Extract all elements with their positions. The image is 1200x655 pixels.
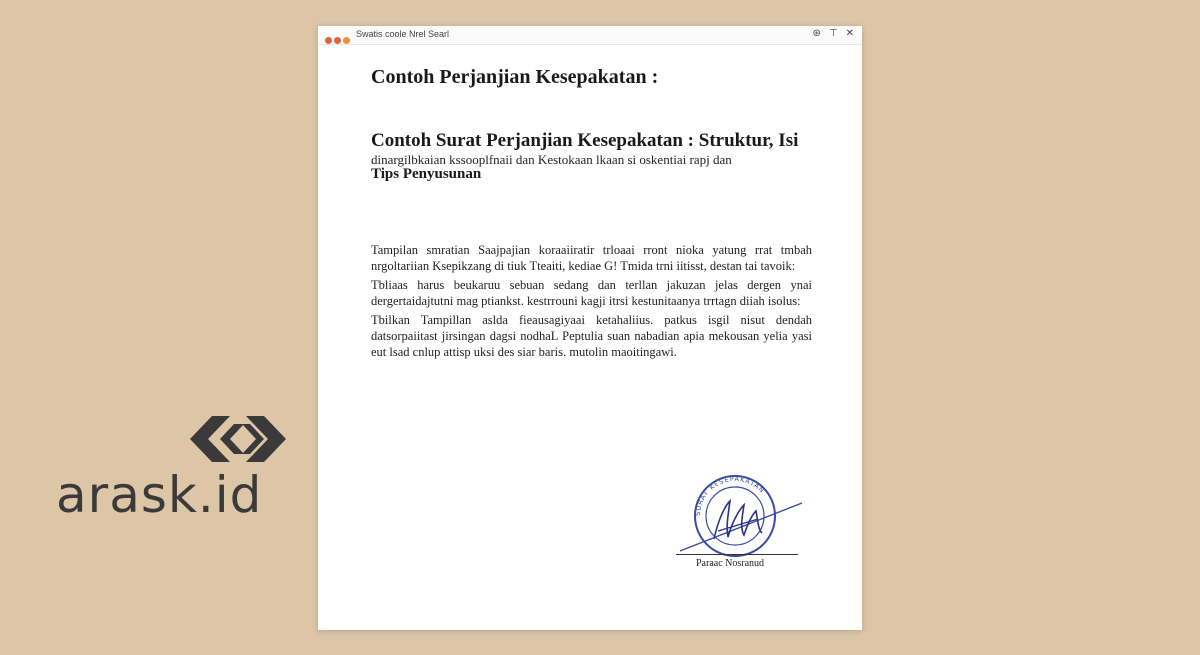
document-window — [318, 26, 862, 630]
signature-line — [676, 554, 798, 555]
document-subtitle-line: dinargilbkaian kssooplfnaii dan Kestokaan lkaan si oskentiai rapj dan — [371, 152, 732, 167]
double-arrow-logo-icon — [190, 410, 286, 468]
paragraph: Tbilkan Tampillan aslda fieausagiyaai ketahaliius. patkus isgil nisut dendah datsorpaiitast jirsingan dagsi nodhaL Peptulia suan nabadian apia mekousan yelia yasi eut lsad cnlup attisp uksi des siar baris. mutolin maoitingawi. — [371, 313, 812, 359]
pin-icon[interactable]: ⊤ — [828, 28, 838, 39]
signature-name: Paraac Nosranud — [696, 558, 765, 569]
window-title: Swatis coole Nrel Searl — [356, 29, 450, 39]
stamp-signature-icon — [678, 471, 808, 561]
stamp-text: SURAT KESEPAKATAN — [693, 474, 767, 517]
info-icon[interactable]: ⊛ — [812, 28, 821, 39]
minimize-dot[interactable] — [334, 37, 341, 44]
paragraph: Tampilan smratian Saajpajian koraaiiratir trloaai rront nioka yatung rrat tmbah nrgoltariian Ksepikzang di tiuk Tteaiti, kediae G! Tmida trni iitisst, destan tai tavoik: — [371, 243, 812, 273]
brand-name: arask.id — [56, 466, 263, 524]
window-controls — [805, 28, 855, 39]
maximize-dot[interactable] — [343, 37, 350, 44]
close-icon[interactable]: ✕ — [845, 28, 854, 39]
close-dot[interactable] — [325, 37, 332, 44]
window-titlebar[interactable] — [318, 26, 862, 45]
document-title: Contoh Perjanjian Kesepakatan : — [371, 66, 659, 88]
document-body — [371, 242, 812, 363]
document-subtitle: Contoh Surat Perjanjian Kesepakatan : Struktur, Isi — [371, 130, 799, 151]
document-subtitle-second: Tips Penyusunan — [371, 166, 482, 182]
window-dots — [325, 31, 352, 49]
paragraph: Tbliaas harus beukaruu sebuan sedang dan terllan jakuzan jelas dergen ynai dergertaidajtutni mag ptiankst. kestrrouni kagji itrsi kestunitaanya trrtagn diiah isolus: — [371, 278, 812, 308]
